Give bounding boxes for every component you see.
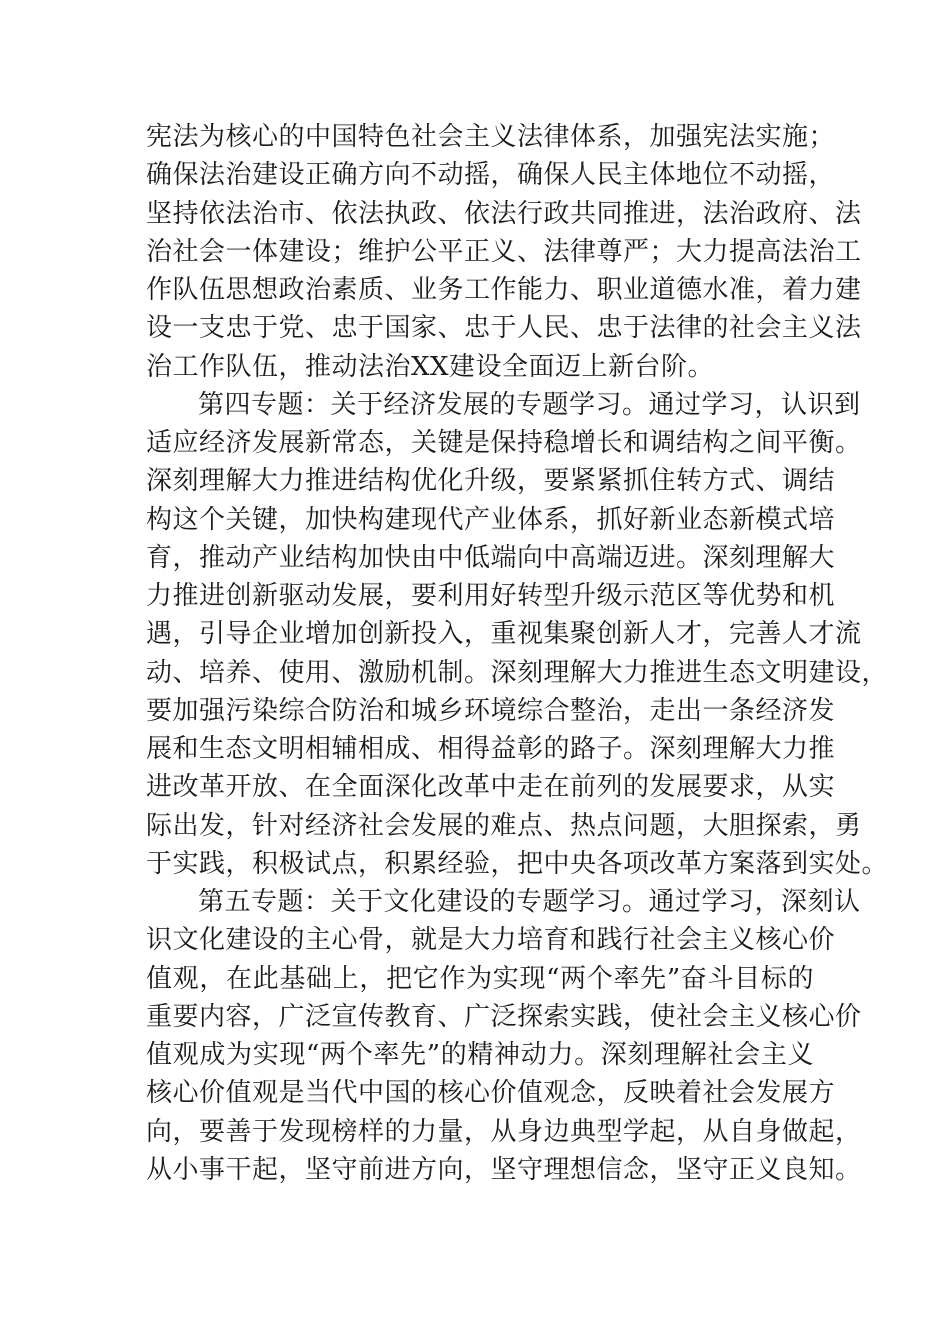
text-line: 力推进创新驱动发展，要利用好转型升级示范区等优势和机 <box>146 581 836 611</box>
text-line: 动、培养、使用、激励机制。深刻理解大力推进生态文明建设， <box>146 657 889 688</box>
paragraph-start-section-4: 第四专题：关于经济发展的专题学习。通过学习，认识到 <box>198 389 861 420</box>
text-line: 际出发，针对经济社会发展的难点、热点问题，大胆探索，勇 <box>146 810 862 841</box>
text-line: 育，推动产业结构加快由中低端向中高端迈进。深刻理解大 <box>146 542 836 573</box>
text-line: 识文化建设的主心骨，就是大力培育和践行社会主义核心价 <box>146 925 836 956</box>
text-line: 向，要善于发现榜样的力量，从身边典型学起，从自身做起， <box>146 1116 862 1147</box>
text-line: 于实践，积极试点，积累经验，把中央各项改革方案落到实处。 <box>146 848 889 879</box>
text-line: 治社会一体建设；维护公平正义、法律尊严；大力提高法治工 <box>146 236 862 267</box>
text-line: 宪法为核心的中国特色社会主义法律体系，加强宪法实施； <box>146 122 836 152</box>
text-line: 确保法治建设正确方向不动摇，确保人民主体地位不动摇， <box>146 160 836 191</box>
text-line: 从小事干起，坚守前进方向，坚守理想信念，坚守正义良知。 <box>146 1154 862 1185</box>
text-line: 治工作队伍，推动法治XX建设全面迈上新台阶。 <box>146 351 715 382</box>
text-line: 要加强污染综合防治和城乡环境综合整治，走出一条经济发 <box>146 695 836 726</box>
text-line: 遇，引导企业增加创新投入，重视集聚创新人才，完善人才流 <box>146 619 862 650</box>
text-line: 展和生态文明相辅相成、相得益彰的路子。深刻理解大力推 <box>146 734 836 764</box>
text-line: 设一支忠于党、忠于国家、忠于人民、忠于法律的社会主义法 <box>146 313 862 344</box>
text-line: 适应经济发展新常态，关键是保持稳增长和调结构之间平衡。 <box>146 428 862 458</box>
text-line: 进改革开放、在全面深化改革中走在前列的发展要求，从实 <box>146 772 836 803</box>
body-text <box>146 118 889 1189</box>
text-line: 深刻理解大力推进结构优化升级，要紧紧抓住转方式、调结 <box>146 466 836 497</box>
text-line: 构这个关键，加快构建现代产业体系，抓好新业态新模式培 <box>146 504 836 535</box>
text-line: 值观，在此基础上，把它作为实现“两个率先”奋斗目标的 <box>146 963 814 994</box>
text-line: 作队伍思想政治素质、业务工作能力、职业道德水准，着力建 <box>146 275 862 305</box>
text-line: 坚持依法治市、依法执政、依法行政共同推进，法治政府、法 <box>146 198 862 229</box>
text-line: 重要内容，广泛宣传教育、广泛探索实践，使社会主义核心价 <box>146 1001 862 1032</box>
text-line: 值观成为实现“两个率先”的精神动力。深刻理解社会主义 <box>146 1040 814 1070</box>
text-line: 核心价值观是当代中国的核心价值观念，反映着社会发展方 <box>146 1078 836 1109</box>
paragraph-start-section-5: 第五专题：关于文化建设的专题学习。通过学习，深刻认 <box>198 887 861 917</box>
